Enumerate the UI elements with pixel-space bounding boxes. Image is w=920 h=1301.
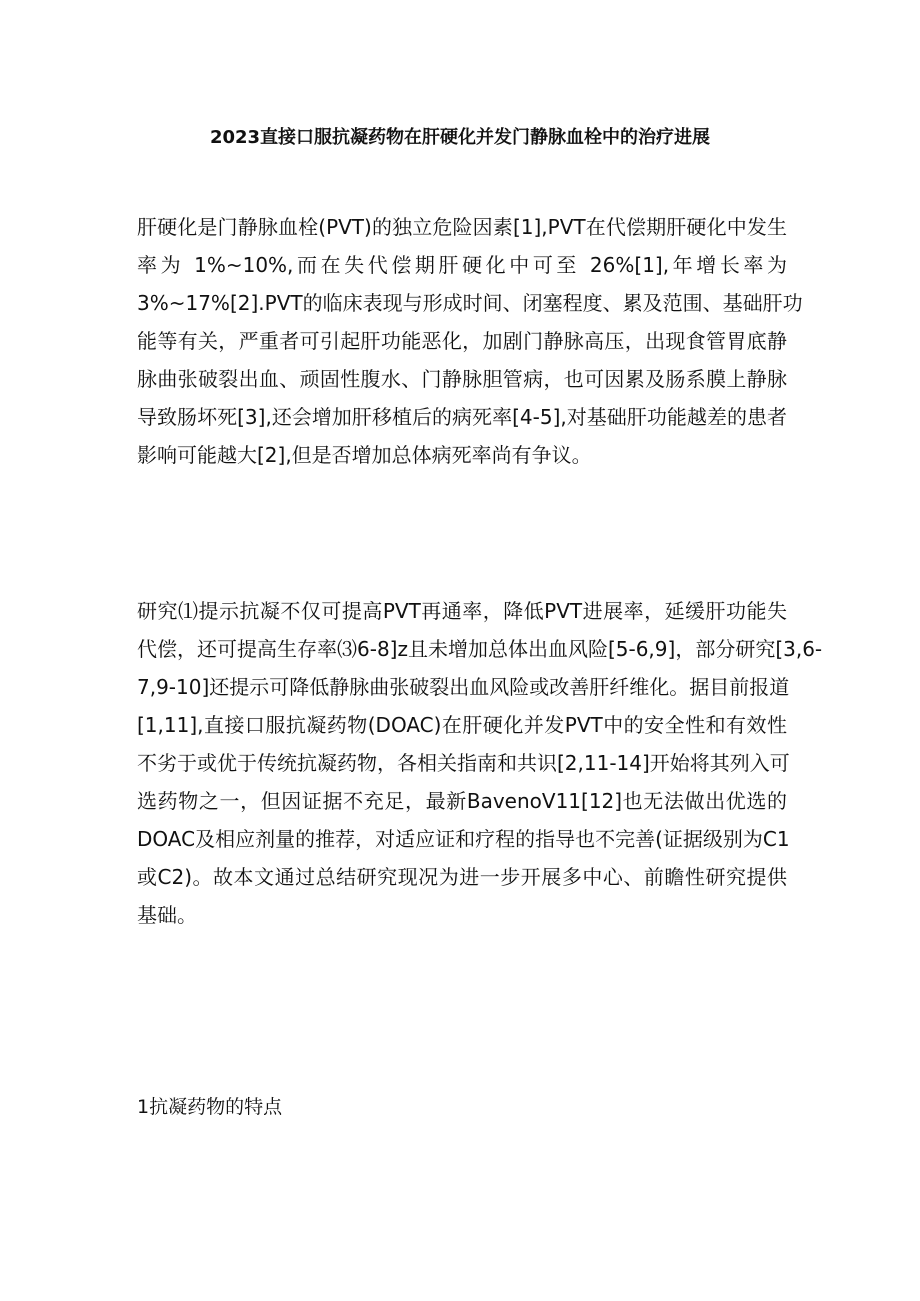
paragraph-line: DOAC及相应剂量的推荐，对适应证和疗程的指导也不完善(证据级别为C1	[137, 827, 790, 851]
paragraph-line: 或C2)。故本文通过总结研究现况为进一步开展多中心、前瞻性研究提供	[137, 865, 787, 889]
paragraph-line: [1,11],直接口服抗凝药物(DOAC)在肝硬化并发PVT中的安全性和有效性	[137, 713, 787, 737]
paragraph-line: 不劣于或优于传统抗凝药物，各相关指南和共识[2,11-14]开始将其列入可	[137, 751, 790, 775]
section-heading: 1抗凝药物的特点	[137, 1096, 283, 1118]
paragraph-line: 肝硬化是门静脉血栓(PVT)的独立危险因素[1],PVT在代偿期肝硬化中发生	[137, 215, 787, 239]
paragraph-line: 脉曲张破裂出血、顽固性腹水、门静脉胆管病，也可因累及肠系膜上静脉	[137, 367, 787, 391]
paragraph-line: 影响可能越大[2],但是否增加总体病死率尚有争议。	[137, 443, 592, 467]
paragraph-line: 7,9-10]还提示可降低静脉曲张破裂出血风险或改善肝纤维化。据目前报道	[137, 675, 790, 699]
paragraph-intro	[137, 208, 803, 474]
paragraph-line: 率为 1%~10%,而在失代偿期肝硬化中可至 26%[1],年增长率为	[137, 253, 787, 277]
paragraph-line: 基础。	[137, 903, 197, 927]
paragraph-line: 导致肠坏死[3],还会增加肝移植后的病死率[4-5],对基础肝功能越差的患者	[137, 405, 787, 429]
document-title: 2023直接口服抗凝药物在肝硬化并发门静脉血栓中的治疗进展	[209, 127, 711, 148]
paragraph-line: 能等有关，严重者可引起肝功能恶化，加剧门静脉高压，出现食管胃底静	[137, 329, 787, 353]
paragraph-research	[137, 592, 823, 934]
paragraph-line: 代偿，还可提高生存率⑶6-8]z且未增加总体出血风险[5-6,9]，部分研究[3,6-	[137, 637, 823, 661]
paragraph-line: 选药物之一，但因证据不充足，最新BavenoV11[12]也无法做出优选的	[137, 789, 787, 813]
paragraph-line: 研究⑴提示抗凝不仅可提高PVT再通率，降低PVT进展率，延缓肝功能失	[137, 599, 787, 623]
paragraph-line: 3%~17%[2].PVT的临床表现与形成时间、闭塞程度、累及范围、基础肝功	[137, 291, 803, 315]
